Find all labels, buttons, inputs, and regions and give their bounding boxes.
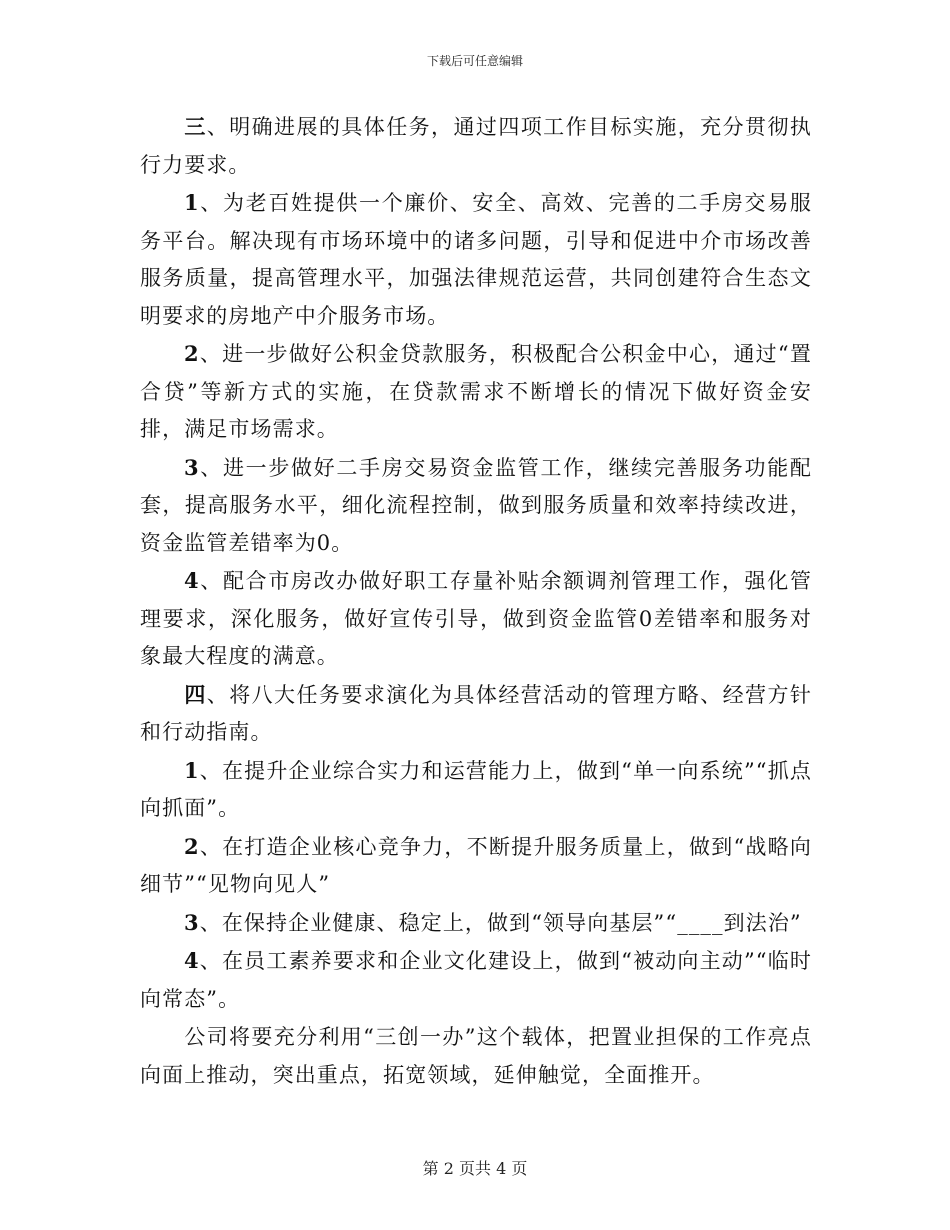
paragraph-section-4 [140,676,812,752]
paragraph-text: 、进一步做好二手房交易资金监管工作，继续完善服务功能配套，提高服务水平，细化流程控制，做到服务质量和效率持续改进，资金监管差错率为0。 [140,455,812,555]
document-body [140,108,812,1094]
paragraph-text: 、在提升企业综合实力和运营能力上，做到“单一向系统”“抓点向抓面”。 [140,758,812,820]
paragraph-text: 、在员工素养要求和企业文化建设上，做到“被动向主动”“临时向常态”。 [140,949,812,1011]
paragraph-text: 、在打造企业核心竞争力，不断提升服务质量上，做到“战略向细节”“见物向见人” [140,834,812,896]
paragraph-item-4 [140,562,812,676]
page-number: 第 2 页共 4 页 [422,1159,528,1178]
paragraph-number: 3 [184,454,200,480]
paragraph-closing [140,1018,812,1094]
paragraph-item-1 [140,752,812,828]
paragraph-number: 1 [184,757,200,783]
paragraph-text: 、明确进展的具体任务，通过四项工作目标实施，充分贯彻执行力要求。 [140,115,812,177]
paragraph-number: 4 [184,568,200,593]
paragraph-text: 、进一步做好公积金贷款服务，积极配合公积金中心，通过“置合贷”等新方式的实施，在贷款需求不断增长的情况下做好资金安排，满足市场需求。 [140,342,812,441]
paragraph-item-4 [140,942,812,1018]
paragraph-number: 四 [184,681,207,707]
paragraph-text: 、为老百姓提供一个廉价、安全、高效、完善的二手房交易服务平台。解决现有市场环境中的诸多问题，引导和促进中介市场改善服务质量，提高管理水平，加强法律规范运营，共同创建符合生态文明要求的房地产中介服务市场。 [140,191,812,328]
paragraph-text: 公司将要充分利用“三创一办”这个载体，把置业担保的工作亮点向面上推动，突出重点，拓宽领域，延伸触觉，全面推开。 [140,1025,812,1087]
paragraph-number: 3 [184,909,200,935]
paragraph-item-2 [140,828,812,904]
paragraph-number: 2 [184,833,200,859]
paragraph-number: 4 [184,948,200,973]
paragraph-number: 2 [184,341,200,366]
paragraph-item-3 [140,904,812,943]
paragraph-item-1 [140,184,812,335]
paragraph-text: 、配合市房改办做好职工存量补贴余额调剂管理工作，强化管理要求，深化服务，做好宣传引导，做到资金监管0差错率和服务对象最大程度的满意。 [140,569,812,668]
paragraph-text: 、在保持企业健康、稳定上，做到“领导向基层”“____到法治” [199,910,802,935]
paragraph-number: 1 [184,190,200,215]
paragraph-item-3 [140,449,812,563]
paragraph-item-2 [140,335,812,449]
paragraph-text: 、将八大任务要求演化为具体经营活动的管理方略、经营方针和行动指南。 [140,682,812,744]
paragraph-section-3 [140,108,812,184]
page-header: 下载后可任意编辑 [426,54,523,68]
paragraph-number: 三 [184,114,207,139]
